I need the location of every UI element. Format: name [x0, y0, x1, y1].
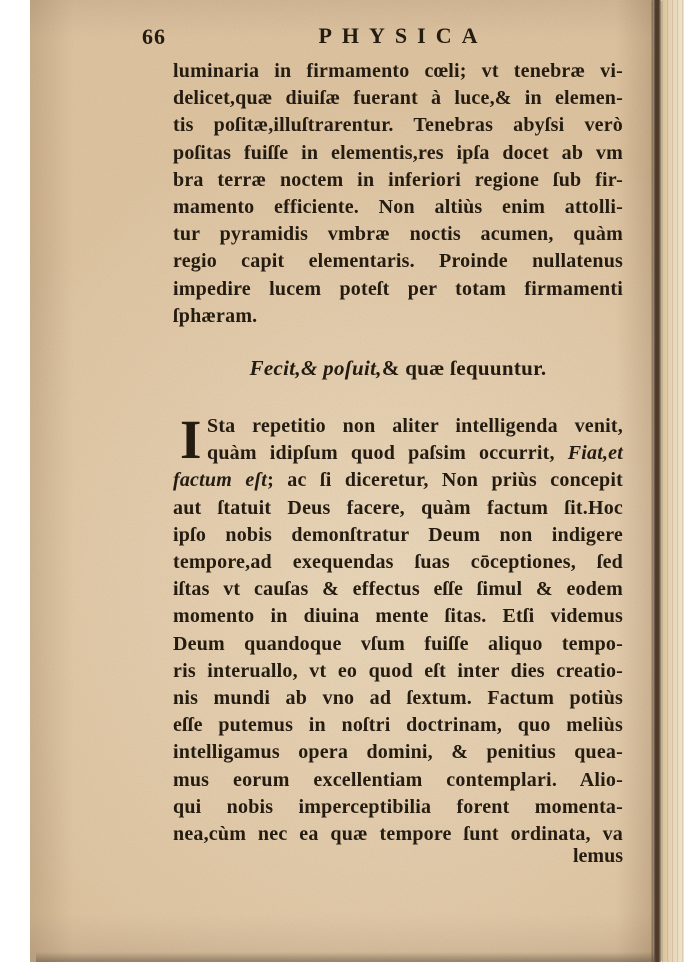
text-line — [207, 440, 623, 467]
text-line — [173, 85, 623, 112]
text-line — [173, 167, 623, 194]
text-line — [207, 413, 623, 440]
text-line — [173, 522, 623, 549]
section-heading-italic: Fecit,& poſuit, — [249, 356, 382, 380]
text-line — [173, 549, 623, 576]
text-line — [173, 658, 623, 685]
text-line — [173, 194, 623, 221]
text-segment: tempore,ad exequendas ſuas cōceptiones, ſed — [173, 551, 623, 574]
text-segment: Sta repetitio non aliter intelligenda venit, — [207, 415, 623, 437]
text-line — [173, 112, 623, 139]
text-segment: tur pyramidis vmbræ noctis acumen, quàm — [173, 223, 623, 246]
page-gutter-edge — [651, 0, 662, 962]
text-line — [173, 739, 623, 766]
italic-phrase: factum eſt — [173, 469, 268, 492]
page-number: 66 — [142, 24, 166, 49]
text-line — [173, 58, 623, 85]
page-bottom-shadow — [36, 952, 656, 962]
text-segment: qui nobis imperceptibilia forent momenta- — [173, 795, 623, 818]
text-line — [173, 603, 623, 630]
text-segment: impedire lucem poteſt per totam firmamenti — [173, 277, 623, 300]
text-line — [173, 576, 623, 603]
text-line — [173, 685, 623, 712]
text-segment: nea,cùm nec ea quæ tempore ſunt ordinata, va — [173, 823, 623, 846]
text-segment: momento in diuina mente ſitas. Etſi videmus — [173, 605, 623, 628]
text-line — [173, 794, 623, 821]
running-title: PHYSICA — [318, 23, 488, 48]
text-segment: mamento efficiente. Non altiùs enim attolli- — [173, 196, 623, 219]
text-segment: iſtas vt cauſas & effectus eſſe ſimul & eodem — [173, 578, 623, 601]
text-segment: luminaria in firmamento cœli; vt tenebræ vi- — [173, 60, 623, 82]
text-segment: bra terræ noctem in inferiori regione ſub fir- — [173, 168, 623, 191]
text-segment: ipſo nobis demonſtratur Deum non indigere — [173, 523, 623, 546]
text-segment: mus eorum excellentiam contemplari. Alio- — [173, 768, 623, 791]
text-line — [173, 276, 623, 303]
catchword: lemus — [573, 845, 623, 867]
paragraph-2 — [173, 409, 623, 848]
text-segment: delicet,quæ diuiſæ fuerant à luce,& in elemen- — [173, 87, 623, 110]
text-segment: nis mundi ab vno ad ſextum. Factum potiùs — [173, 687, 623, 710]
text-segment: tis poſitæ,illuſtrarentur. Tenebras abyſsi verò — [173, 114, 623, 137]
text-segment: regio capit elementaris. Proinde nullatenus — [173, 250, 623, 273]
section-heading-roman: & quæ ſequuntur. — [381, 356, 547, 380]
text-line — [173, 712, 623, 739]
section-heading — [173, 356, 623, 381]
text-segment: ſphæram. — [173, 304, 258, 327]
text-line — [173, 140, 623, 167]
text-segment: Deum quandoque vſum fuiſſe aliquo tempo- — [173, 632, 623, 655]
text-segment: ; ac ſi diceretur, Non priùs concepit — [267, 469, 623, 492]
text-line — [173, 495, 623, 522]
text-segment: eſſe putemus in noſtri doctrinam, quo meliùs — [173, 714, 623, 737]
text-line — [173, 303, 623, 330]
text-line — [173, 221, 623, 248]
text-line — [173, 467, 623, 494]
italic-phrase: Fiat,et — [567, 442, 623, 465]
paragraph-1 — [173, 58, 623, 330]
text-segment: aut ſtatuit Deus facere, quàm factum ſit.Hoc — [173, 496, 623, 519]
text-segment: intelligamus opera domini, & penitius quea- — [173, 741, 623, 764]
text-segment: quàm idipſum quod paſsim occurrit, — [207, 442, 568, 465]
text-line — [173, 767, 623, 794]
text-segment: poſitas fuiſſe in elementis,res ipſa docet ab vm — [173, 141, 623, 164]
page-scan — [30, 0, 653, 962]
text-segment: ris interuallo, vt eo quod eſt inter dies creatio- — [173, 659, 623, 682]
drop-cap: I — [180, 409, 202, 470]
book-fore-edge — [662, 0, 684, 962]
text-line — [173, 631, 623, 658]
text-line — [173, 248, 623, 275]
